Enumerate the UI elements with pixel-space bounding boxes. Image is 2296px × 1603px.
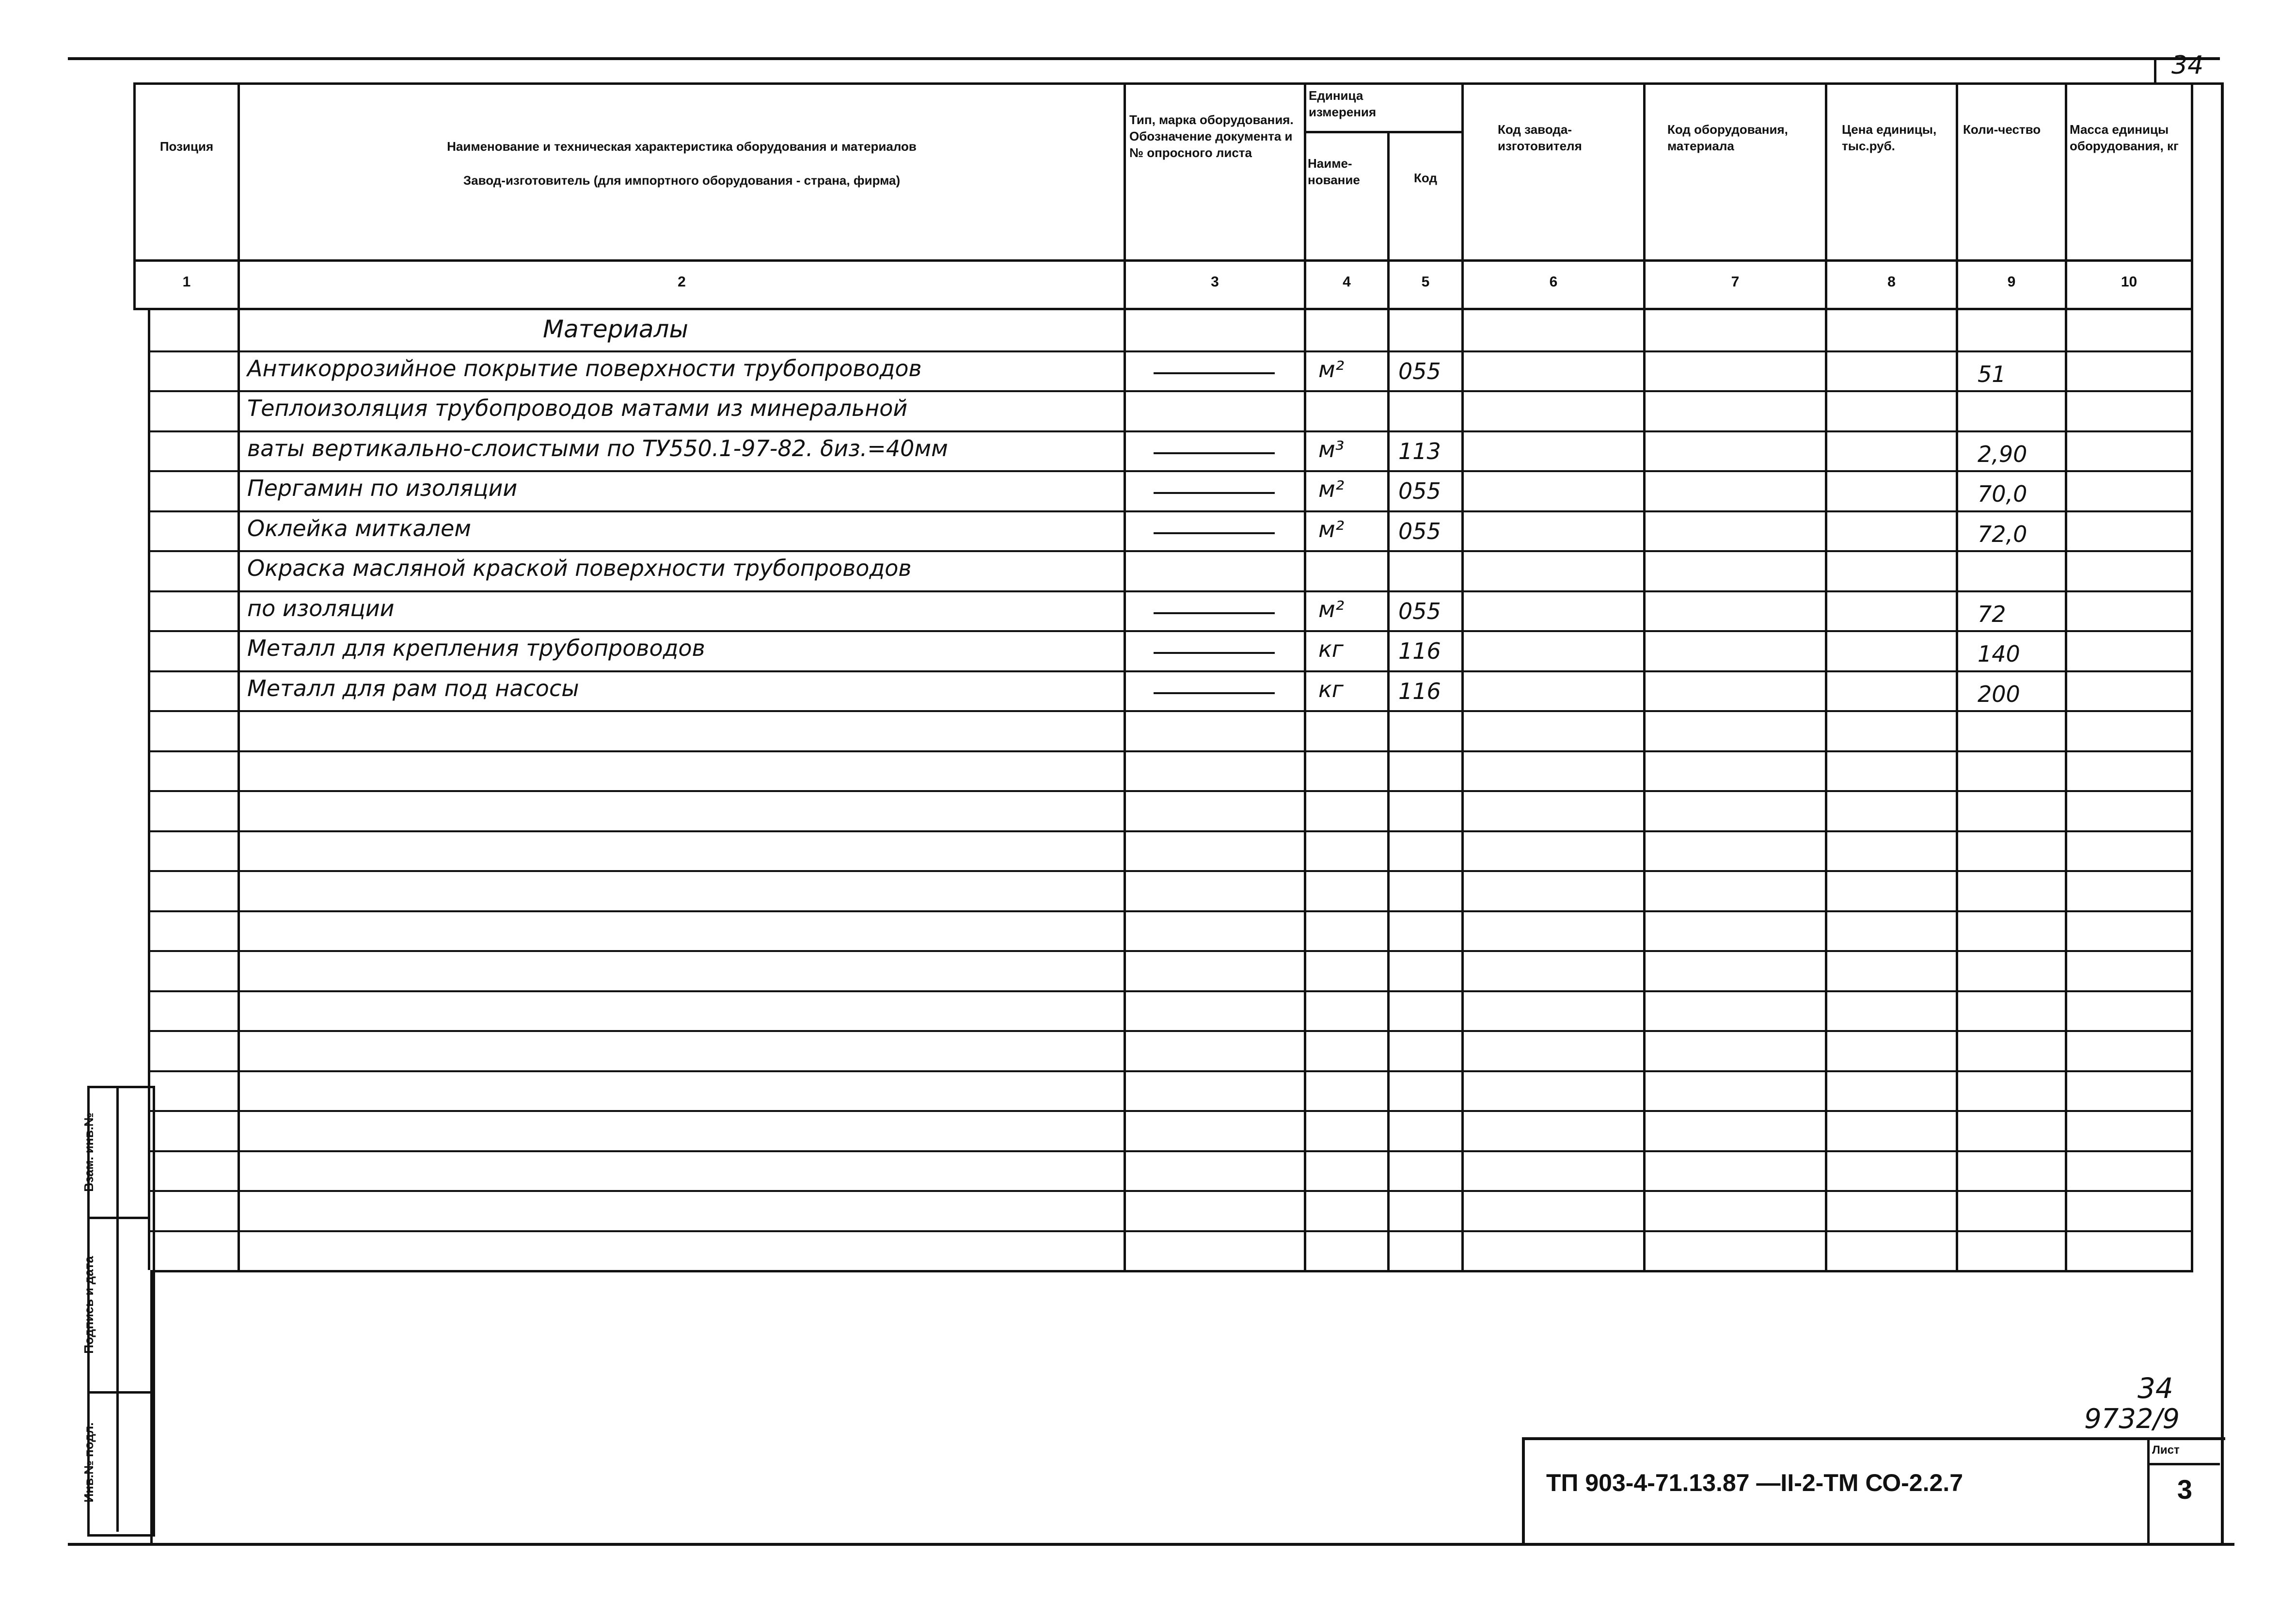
row-name: Пергамин по изоляции [247, 475, 518, 501]
header-equipment-code: Код оборудования, материала [1667, 122, 1788, 153]
row-divider [150, 1030, 2193, 1032]
row-divider [150, 790, 2193, 792]
inventory-mark-bottom: 9732/9 [2084, 1403, 2180, 1435]
colnum-9: 9 [2007, 274, 2016, 290]
row-divider [150, 830, 2193, 832]
header-unit-code: Код [1414, 171, 1437, 185]
colnum-1: 1 [182, 274, 191, 290]
table-row [0, 430, 2296, 471]
row-type-dash [1154, 492, 1275, 494]
row-unit: м² [1318, 356, 1345, 382]
row-name: Теплоизоляция трубопроводов матами из минеральной [247, 395, 908, 421]
row-name: ваты вертикально-слоистыми по ТУ550.1-97-82. δиз.=40мм [247, 435, 948, 461]
row-name: по изоляции [247, 595, 395, 621]
row-divider [150, 750, 2193, 752]
row-type-dash [1154, 612, 1275, 614]
row-divider [150, 990, 2193, 992]
table-row [0, 510, 2296, 551]
row-type-dash [1154, 532, 1275, 534]
header-unit-mass: Масса единицы оборудования, кг [2070, 122, 2179, 153]
row-divider [150, 910, 2193, 912]
top-border-line [68, 57, 2220, 60]
colnum-4: 4 [1343, 274, 1351, 290]
table-row [0, 310, 2296, 350]
row-name: Металл для крепления трубопроводов [247, 635, 705, 661]
table-row [0, 390, 2296, 430]
header-type-brand: Тип, марка оборудования. Обозначение документа и № опросного листа [1129, 112, 1294, 160]
corner-sheet-number: 34 [2171, 51, 2204, 80]
row-unit-code: 055 [1398, 518, 1441, 544]
table-row [0, 550, 2296, 590]
colnum-6: 6 [1549, 274, 1558, 290]
side-label-replaced-inv: Взам. инв.№ [81, 1112, 96, 1192]
row-type-dash [1154, 372, 1275, 374]
row-name: Антикоррозийное покрытие поверхности трубопроводов [247, 355, 922, 381]
row-divider [150, 1110, 2193, 1112]
row-unit-code: 055 [1398, 598, 1441, 624]
row-quantity: 140 [1978, 641, 2020, 667]
row-name: Материалы [543, 315, 688, 343]
inventory-mark-top: 34 [2138, 1372, 2173, 1405]
row-name: Металл для рам под насосы [247, 675, 579, 701]
document-code: ТП 903-4-71.13.87 —II-2-ТМ СО-2.2.7 [1546, 1469, 1963, 1496]
row-divider [150, 1230, 2193, 1232]
side-label-signature-date: Подпись и дата [81, 1256, 96, 1354]
colnum-3: 3 [1211, 274, 1219, 290]
colnum-8: 8 [1887, 274, 1896, 290]
table-row [0, 590, 2296, 631]
row-type-dash [1154, 692, 1275, 694]
header-position: Позиция [159, 139, 214, 154]
row-type-dash [1154, 452, 1275, 454]
row-name: Окраска масляной краской поверхности трубопроводов [247, 555, 912, 581]
row-divider [150, 1150, 2193, 1152]
row-unit-code: 116 [1398, 678, 1441, 704]
row-divider [150, 870, 2193, 872]
colnum-2: 2 [678, 274, 686, 290]
colnum-7: 7 [1731, 274, 1740, 290]
table-row [0, 350, 2296, 391]
row-divider [150, 1070, 2193, 1072]
header-name-line1: Наименование и техническая характеристика оборудования и материалов [447, 139, 917, 154]
right-border-line [2221, 82, 2224, 1543]
row-unit: кг [1318, 676, 1344, 702]
header-name-line2: Завод-изготовитель (для импортного оборудования - страна, фирма) [463, 173, 901, 188]
side-label-original-inv: Инв.№ подл. [81, 1422, 96, 1503]
row-unit: м² [1318, 476, 1345, 502]
row-name: Оклейка миткалем [247, 515, 471, 541]
colnum-10: 10 [2121, 274, 2138, 290]
header-unit-price: Цена единицы, тыс.руб. [1842, 122, 1937, 153]
row-unit: м³ [1318, 436, 1345, 462]
row-unit: м² [1318, 516, 1345, 542]
row-type-dash [1154, 652, 1275, 654]
table-row [0, 470, 2296, 510]
row-unit: кг [1318, 636, 1344, 662]
row-quantity: 51 [1978, 361, 2006, 387]
row-quantity: 72 [1978, 601, 2006, 627]
header-plant-code: Код завода-изготовителя [1498, 122, 1582, 153]
colnum-5: 5 [1421, 274, 1430, 290]
sheet-label: Лист [2152, 1444, 2180, 1457]
header-unit-group: Единица измерения [1309, 88, 1377, 119]
row-unit-code: 113 [1398, 438, 1441, 464]
row-unit-code: 055 [1398, 478, 1441, 504]
header-quantity: Коли-чество [1963, 122, 2041, 137]
table-row [0, 630, 2296, 670]
row-quantity: 2,90 [1978, 441, 2027, 467]
row-divider [150, 950, 2193, 952]
sheet-number: 3 [2177, 1474, 2193, 1505]
row-unit-code: 055 [1398, 358, 1441, 384]
row-unit-code: 116 [1398, 638, 1441, 664]
row-quantity: 70,0 [1978, 481, 2027, 507]
row-divider [150, 1190, 2193, 1192]
row-divider [150, 710, 2193, 712]
table-row [0, 670, 2296, 711]
row-quantity: 72,0 [1978, 521, 2027, 547]
row-unit: м² [1318, 596, 1345, 622]
row-quantity: 200 [1978, 681, 2020, 707]
header-unit-name: Наиме-нование [1308, 156, 1360, 187]
